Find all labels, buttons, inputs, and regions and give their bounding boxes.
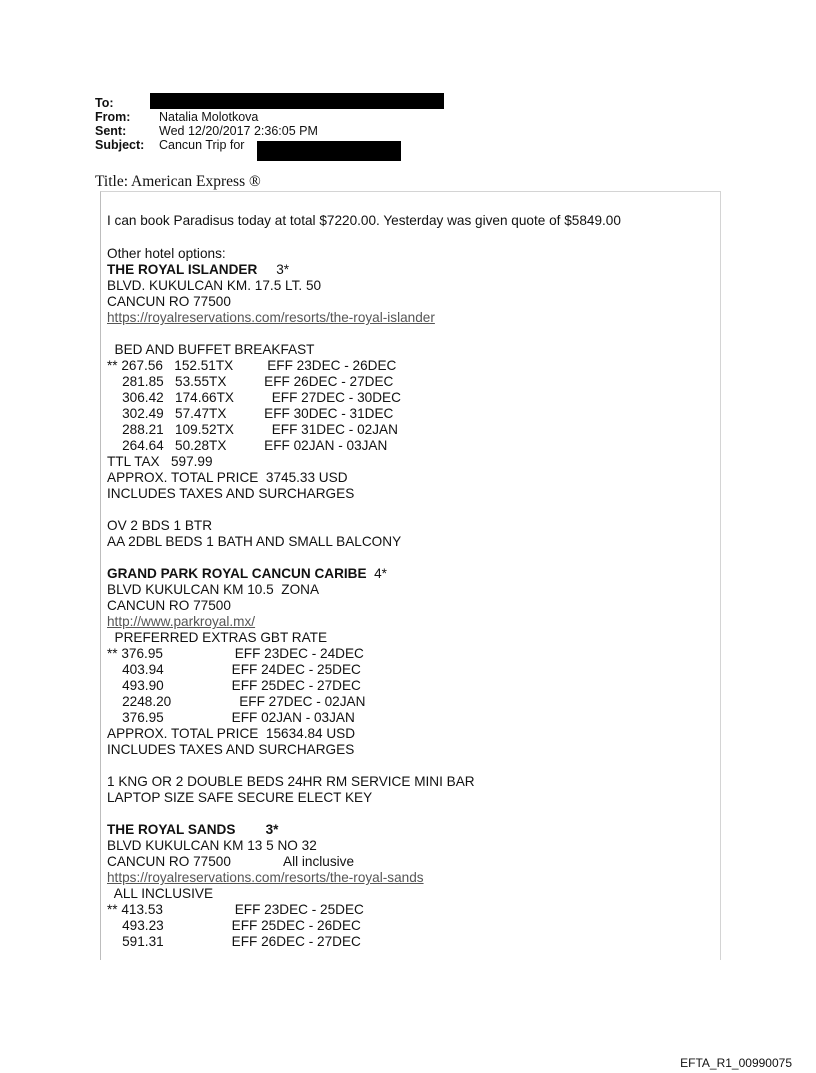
hotel1-includes: INCLUDES TAXES AND SURCHARGES [107,486,355,501]
subject-value: Cancun Trip for [159,138,245,152]
hotel2-rate-row: 376.95 EFF 02JAN - 03JAN [107,710,355,725]
sent-value: Wed 12/20/2017 2:36:05 PM [159,124,318,138]
hotel3-name: THE ROYAL SANDS 3* [107,822,279,837]
to-redaction [150,93,444,109]
hotel1-rate-row: 302.49 57.47TX EFF 30DEC - 31DEC [107,406,394,421]
hotel2-total-price: APPROX. TOTAL PRICE 15634.84 USD [107,726,356,741]
hotel2-stars: 4* [366,566,387,581]
hotel2-address-1: BLVD KUKULCAN KM 10.5 ZONA [107,582,320,597]
from-label: From: [95,110,131,124]
subject-redaction [257,141,401,161]
hotel1-room-code: OV 2 BDS 1 BTR [107,518,213,533]
hotel1-stars: 3* [257,262,290,277]
hotel2-rate-row: ** 376.95 EFF 23DEC - 24DEC [107,646,364,661]
hotel1-rate-row: 306.42 174.66TX EFF 27DEC - 30DEC [107,390,401,405]
hotel2-rate-row: 493.90 EFF 25DEC - 27DEC [107,678,361,693]
hotel1-plan: BED AND BUFFET BREAKFAST [107,342,315,357]
hotel1-link[interactable]: https://royalreservations.com/resorts/the-royal-islander [107,310,435,325]
hotel2-name-line [107,566,387,582]
hotel2-address-2: CANCUN RO 77500 [107,598,231,613]
document-id: EFTA_R1_00990075 [680,1056,792,1070]
hotel1-total-tax: TTL TAX 597.99 [107,454,213,469]
hotel2-includes: INCLUDES TAXES AND SURCHARGES [107,742,355,757]
hotel3-address-1: BLVD KUKULCAN KM 13 5 NO 32 [107,838,317,853]
hotel3-link[interactable]: https://royalreservations.com/resorts/the-royal-sands [107,870,424,885]
hotel3-rate-row: 591.31 EFF 26DEC - 27DEC [107,934,361,949]
other-options-line: Other hotel options: [107,246,226,261]
hotel2-room-features: LAPTOP SIZE SAFE SECURE ELECT KEY [107,790,373,805]
hotel3-plan: ALL INCLUSIVE [107,886,214,901]
hotel2-room-description: 1 KNG OR 2 DOUBLE BEDS 24HR RM SERVICE MINI BAR [107,774,475,789]
hotel2-rate-row: 2248.20 EFF 27DEC - 02JAN [107,694,366,709]
hotel2-plan: PREFERRED EXTRAS GBT RATE [107,630,328,645]
hotel2-name: GRAND PARK ROYAL CANCUN CARIBE [107,566,367,581]
sent-label: Sent: [95,124,127,138]
hotel1-address-1: BLVD. KUKULCAN KM. 17.5 LT. 50 [107,278,322,293]
from-value: Natalia Molotkova [159,110,259,124]
hotel1-rate-row: 264.64 50.28TX EFF 02JAN - 03JAN [107,438,388,453]
hotel1-rate-row: ** 267.56 152.51TX EFF 23DEC - 26DEC [107,358,397,373]
to-label: To: [95,96,114,110]
hotel2-link[interactable]: http://www.parkroyal.mx/ [107,614,256,629]
hotel1-rate-row: 281.85 53.55TX EFF 26DEC - 27DEC [107,374,394,389]
hotel1-rate-row: 288.21 109.52TX EFF 31DEC - 02JAN [107,422,398,437]
page-title: Title: American Express ® [95,173,261,190]
hotel1-name-line [107,262,289,278]
subject-label: Subject: [95,138,145,152]
hotel1-address-2: CANCUN RO 77500 [107,294,231,309]
hotel3-rate-row: 493.23 EFF 25DEC - 26DEC [107,918,361,933]
hotel2-rate-row: 403.94 EFF 24DEC - 25DEC [107,662,361,677]
hotel1-total-price: APPROX. TOTAL PRICE 3745.33 USD [107,470,348,485]
hotel1-name: THE ROYAL ISLANDER [107,262,258,277]
hotel3-rate-row: ** 413.53 EFF 23DEC - 25DEC [107,902,364,917]
hotel3-address-2: CANCUN RO 77500 All inclusive [107,854,355,869]
intro-line: I can book Paradisus today at total $7220.00. Yesterday was given quote of $5849.00 [107,213,621,228]
hotel1-room-description: AA 2DBL BEDS 1 BATH AND SMALL BALCONY [107,534,402,549]
